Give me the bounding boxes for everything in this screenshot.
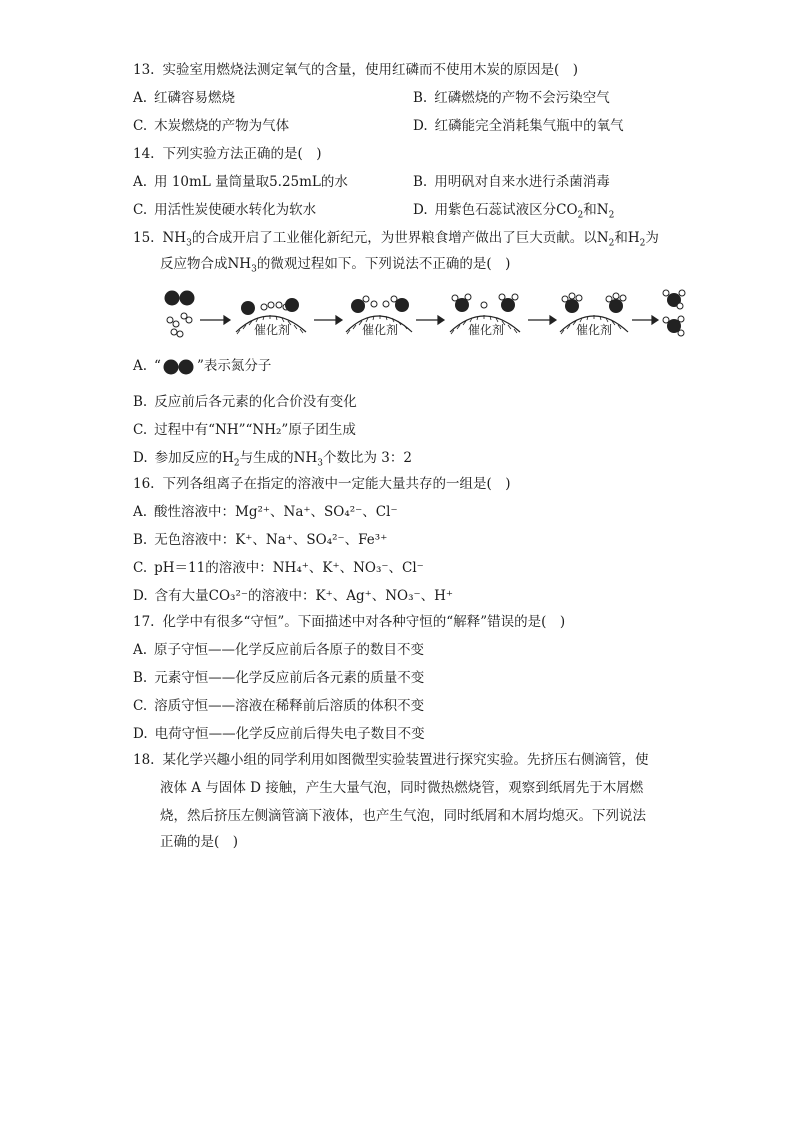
option-text: 和N: [583, 202, 609, 218]
question-number: 18.: [133, 752, 155, 768]
option-label: C.: [133, 118, 148, 134]
option-label: A.: [133, 90, 148, 106]
option-text: 过程中有“NH”“NH₂”原子团生成: [154, 422, 356, 438]
option-label: D.: [413, 202, 428, 218]
question-text: 和H: [614, 230, 640, 246]
option-text: “: [154, 358, 161, 374]
question-number: 17.: [133, 614, 155, 630]
catalyst-label: 催化剂: [575, 323, 613, 337]
option-b: [133, 392, 357, 412]
question-16-stem: [133, 474, 511, 494]
option-text: 溶质守恒——溶液在稀释前后溶质的体积不变: [154, 698, 425, 714]
stage-3-molecules: [452, 294, 518, 312]
option-a: [133, 640, 424, 660]
option-c: [133, 420, 356, 440]
question-13-stem: [133, 60, 578, 80]
catalyst-label: 催化剂: [361, 323, 399, 337]
subscript: 3: [317, 458, 323, 469]
catalyst-label: 催化剂: [467, 323, 505, 337]
option-b: [133, 530, 387, 550]
option-text: 木炭燃烧的产物为气体: [154, 118, 290, 134]
option-label: A.: [133, 358, 148, 374]
option-label: A.: [133, 642, 148, 658]
option-b: [133, 668, 424, 688]
question-number: 13.: [133, 62, 155, 78]
option-text: 原子守恒——化学反应前后各原子的数目不变: [154, 642, 425, 658]
question-text: 的微观过程如下。下列说法不正确的是( ): [256, 256, 511, 272]
catalyst-surface: [236, 316, 628, 332]
option-b: [413, 88, 610, 108]
question-17-stem: [133, 612, 565, 632]
option-label: C.: [133, 560, 148, 576]
question-18-stem-line2: 液体 A 与固体 D 接触，产生大量气泡，同时微热燃烧管，观察到纸屑先于木屑燃: [160, 780, 644, 796]
option-text: 反应前后各元素的化合价没有变化: [154, 394, 357, 410]
option-label: B.: [413, 90, 428, 106]
nitrogen-molecule-icon: [161, 358, 197, 376]
option-text: 用活性炭使硬水转化为软水: [154, 202, 317, 218]
option-label: A.: [133, 174, 148, 190]
question-text: 的合成开启了工业催化新纪元，为世界粮食增产做出了巨大贡献。以N: [191, 230, 609, 246]
option-label: B.: [133, 394, 148, 410]
option-c: [133, 558, 424, 578]
option-label: D.: [413, 118, 428, 134]
option-text: 用紫色石蕊试液区分CO: [434, 202, 578, 218]
option-text: 电荷守恒——化学反应前后得失电子数目不变: [154, 726, 425, 742]
option-text: 与生成的NH: [239, 450, 318, 466]
stage-1-molecules: [241, 298, 299, 315]
option-c: [133, 116, 289, 136]
option-a: [133, 356, 271, 376]
subscript: 2: [608, 210, 615, 221]
subscript: 2: [639, 238, 646, 249]
option-label: D.: [133, 588, 148, 604]
option-a: [133, 172, 348, 192]
subscript: 3: [186, 238, 192, 249]
option-label: D.: [133, 726, 148, 742]
option-text: 含有大量CO₃²⁻的溶液中：K⁺、Ag⁺、NO₃⁻、H⁺: [154, 588, 454, 604]
option-label: D.: [133, 450, 148, 466]
product-molecules: [663, 290, 685, 336]
option-d: [413, 116, 624, 136]
stage-4-molecules: [562, 293, 626, 313]
option-b: [413, 172, 610, 192]
option-label: A.: [133, 504, 148, 520]
option-text: ”表示氮分子: [196, 358, 272, 374]
option-c: [133, 696, 424, 716]
option-d: [413, 200, 614, 220]
option-text: 红磷燃烧的产物不会污染空气: [434, 90, 610, 106]
question-text: 为: [645, 230, 659, 246]
option-text: 参加反应的H: [154, 450, 234, 466]
subscript: 2: [577, 210, 584, 221]
reaction-process-diagram: [158, 284, 698, 344]
option-text: 红磷容易燃烧: [154, 90, 236, 106]
option-d: [133, 448, 412, 468]
option-text: 个数比为 3：2: [322, 450, 412, 466]
subscript: 2: [233, 458, 240, 469]
option-label: B.: [413, 174, 428, 190]
option-label: C.: [133, 698, 148, 714]
option-text: 用明矾对自来水进行杀菌消毒: [434, 174, 610, 190]
question-text: 某化学兴趣小组的同学利用如图微型实验装置进行探究实验。先挤压右侧滴管，使: [162, 752, 649, 768]
option-text: 酸性溶液中：Mg²⁺、Na⁺、SO₄²⁻、Cl⁻: [154, 504, 398, 520]
catalyst-label: 催化剂: [253, 323, 291, 337]
catalyst-hatch: [237, 315, 621, 334]
option-c: [133, 200, 316, 220]
question-text: NH: [162, 230, 187, 246]
question-text: 实验室用燃烧法测定氧气的含量，使用红磷而不使用木炭的原因是( ): [162, 62, 579, 78]
stage-2-molecules: [351, 296, 409, 313]
option-a: [133, 502, 398, 522]
question-number: 14.: [133, 146, 155, 162]
option-label: C.: [133, 422, 148, 438]
reactant-molecules: [165, 291, 195, 338]
question-number: 15.: [133, 230, 155, 246]
question-14-stem: [133, 144, 322, 164]
option-text: 用 10mL 量筒量取5.25mL的水: [154, 174, 348, 190]
question-number: 16.: [133, 476, 155, 492]
option-text: 无色溶液中：K⁺、Na⁺、SO₄²⁻、Fe³⁺: [154, 532, 388, 548]
question-18-stem-line3: 烧，然后挤压左侧滴管滴下液体，也产生气泡，同时纸屑和木屑均熄灭。下列说法: [160, 808, 646, 824]
question-text: 反应物合成NH: [160, 256, 252, 272]
option-label: C.: [133, 202, 148, 218]
question-18-stem-line4: 正确的是( ): [160, 834, 239, 850]
question-18-stem-line1: [133, 750, 648, 770]
subscript: 3: [251, 264, 257, 275]
option-label: B.: [133, 670, 148, 686]
option-a: [133, 88, 235, 108]
option-text: 元素守恒——化学反应前后各元素的质量不变: [154, 670, 425, 686]
question-text: 化学中有很多“守恒”。下面描述中对各种守恒的“解释”错误的是( ): [162, 614, 566, 630]
option-d: [133, 586, 453, 606]
option-text: pH＝11的溶液中：NH₄⁺、K⁺、NO₃⁻、Cl⁻: [154, 560, 424, 576]
option-label: B.: [133, 532, 148, 548]
question-15-stem-line2: [160, 254, 510, 274]
option-text: 红磷能完全消耗集气瓶中的氧气: [434, 118, 624, 134]
subscript: 2: [608, 238, 615, 249]
question-text: 下列各组离子在指定的溶液中一定能大量共存的一组是( ): [162, 476, 511, 492]
question-text: 下列实验方法正确的是( ): [162, 146, 322, 162]
question-15-stem-line1: [133, 228, 659, 248]
option-d: [133, 724, 425, 744]
